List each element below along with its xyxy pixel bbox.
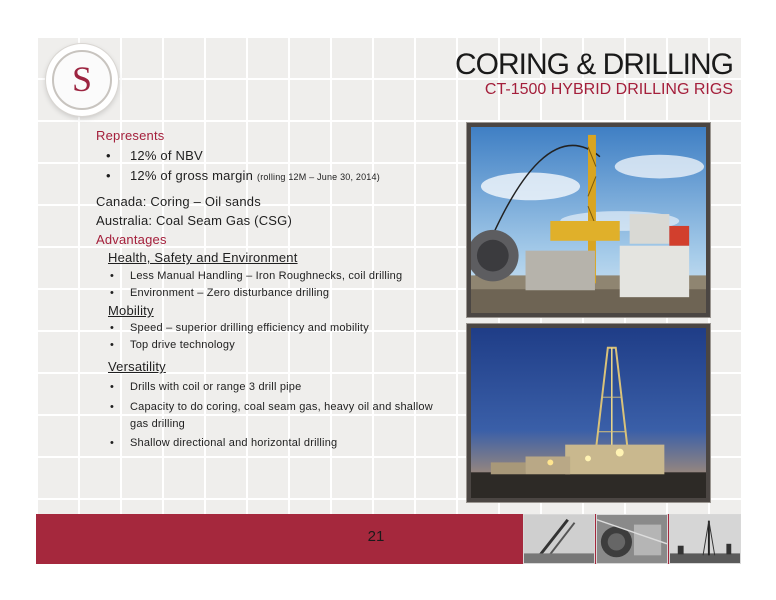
list-item: Less Manual Handling – Iron Roughnecks, coil drilling: [130, 270, 403, 282]
bullet-icon: •: [110, 437, 115, 449]
list-item: Capacity to do coring, coal seam gas, heavy oil and shallow: [130, 401, 433, 413]
region-canada: Canada: Coring – Oil sands: [96, 194, 261, 209]
list-item: Shallow directional and horizontal drilling: [130, 437, 338, 449]
list-item: Drills with coil or range 3 drill pipe: [130, 381, 302, 393]
list-item: Top drive technology: [130, 339, 235, 351]
section-heading-mobility: Mobility: [108, 303, 154, 318]
list-item: Environment – Zero disturbance drilling: [130, 287, 330, 299]
footer-photo-3: [669, 514, 741, 564]
list-item-continuation: gas drilling: [130, 418, 185, 430]
company-logo: [46, 44, 118, 116]
represents-item: [130, 168, 380, 183]
list-item: Speed – superior drilling efficiency and mobility: [130, 322, 369, 334]
section-heading-hse: Health, Safety and Environment: [108, 250, 298, 265]
footer-band: [36, 514, 741, 564]
bullet-icon: •: [110, 270, 115, 282]
footer-photo-2: [596, 514, 668, 564]
represents-item: 12% of NBV: [130, 148, 203, 163]
rig-photo-daytime-image: [471, 127, 706, 313]
section-heading-versatility: Versatility: [108, 359, 166, 374]
footer-photo-2-image: [597, 515, 667, 563]
bullet-icon: •: [106, 148, 111, 163]
rig-photo-night-image: [471, 328, 706, 498]
slide-title: CORING & DRILLING: [454, 48, 733, 81]
represents-label: Represents: [96, 128, 165, 143]
logo-letter: S: [71, 59, 93, 99]
page-number: 21: [367, 528, 385, 545]
footer-photo-1: [523, 514, 595, 564]
represents-item-note: (rolling 12M – June 30, 2014): [257, 172, 380, 182]
slide: [36, 36, 741, 564]
rig-photo-daytime: [466, 122, 711, 318]
bullet-icon: •: [110, 339, 115, 351]
slide-subtitle: CT-1500 HYBRID DRILLING RIGS: [484, 81, 733, 98]
bullet-icon: •: [110, 401, 115, 413]
footer-photo-1-image: [524, 515, 594, 563]
footer-photo-3-image: [670, 515, 740, 563]
bullet-icon: •: [110, 322, 115, 334]
bullet-icon: •: [110, 381, 115, 393]
bullet-icon: •: [110, 287, 115, 299]
region-australia: Australia: Coal Seam Gas (CSG): [96, 213, 293, 228]
advantages-label: Advantages: [96, 232, 167, 247]
rig-photo-night: [466, 323, 711, 503]
bullet-icon: •: [106, 168, 111, 183]
represents-item-text: 12% of gross margin: [130, 168, 254, 183]
